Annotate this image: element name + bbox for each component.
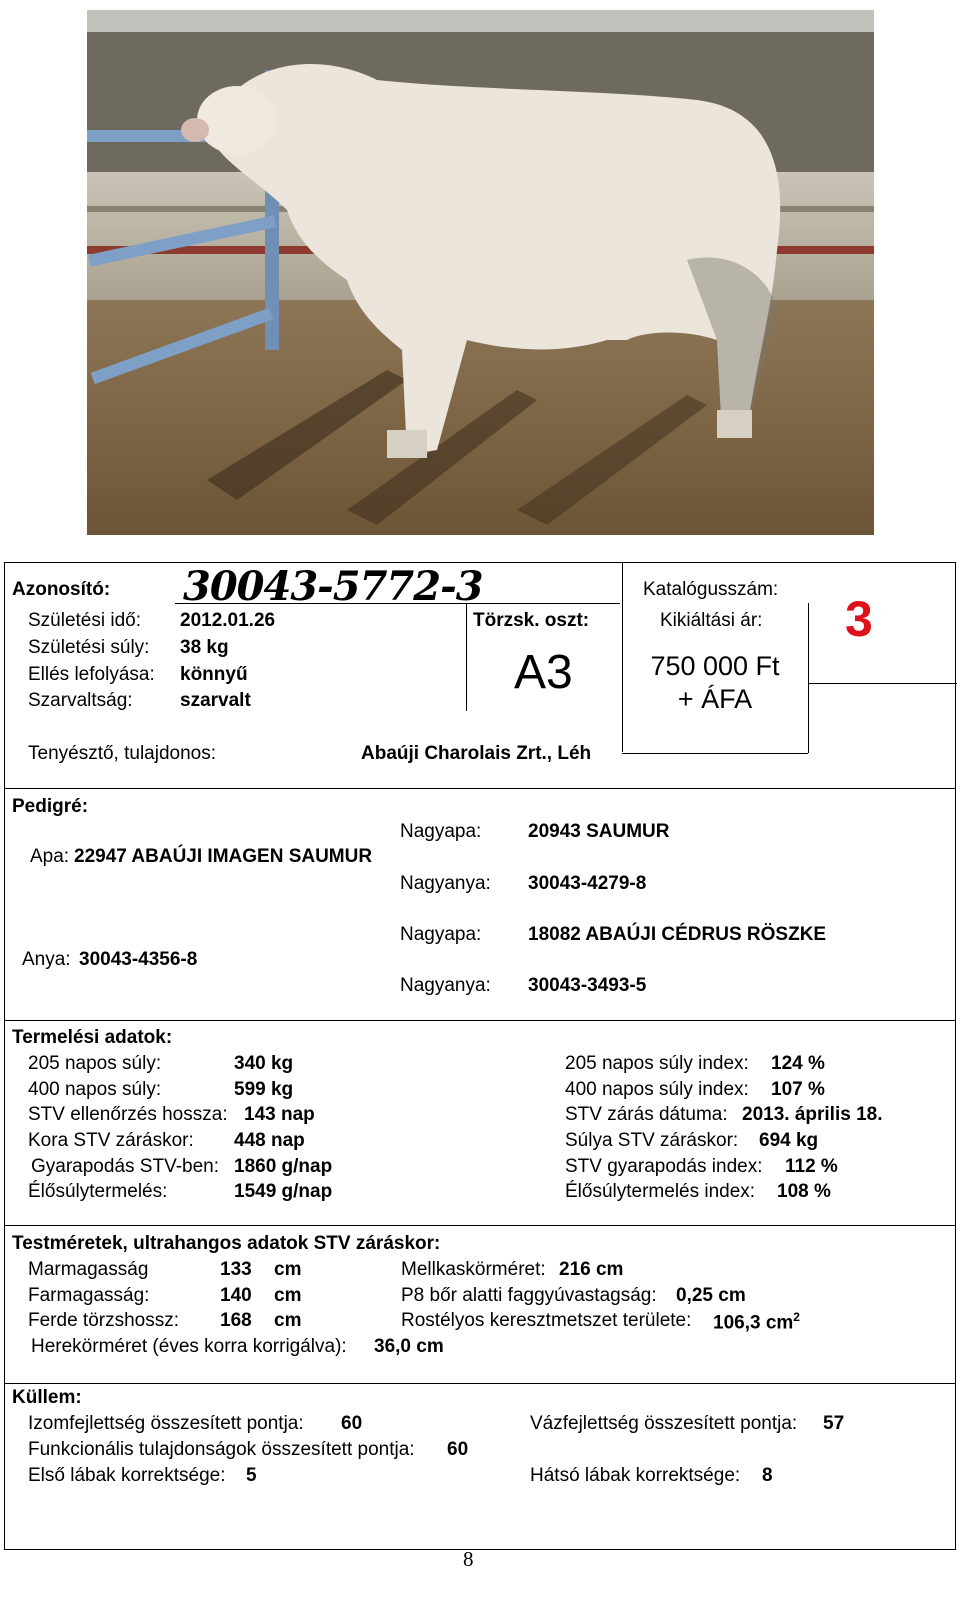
dam-granddam-label: Nagyanya: xyxy=(400,975,491,996)
ribeye-area-unit-exponent: 2 xyxy=(793,1310,800,1324)
dam-value: 30043-4356-8 xyxy=(79,949,198,970)
catalog-label: Katalógusszám: xyxy=(643,579,779,600)
stv-length-label: STV ellenőrzés hossza: xyxy=(28,1104,228,1125)
birth-date-label: Születési idő: xyxy=(28,610,142,631)
sire-grandsire-value: 20943 SAUMUR xyxy=(528,821,670,842)
index-205-label: 205 napos súly index: xyxy=(565,1053,749,1074)
fat-thickness-label: P8 bőr alatti faggyúvastagság: xyxy=(401,1285,657,1306)
body-length-label: Ferde törzshossz: xyxy=(28,1310,179,1331)
calving-label: Ellés lefolyása: xyxy=(28,664,155,685)
weight-205-value: 340 kg xyxy=(234,1053,294,1074)
ribeye-area-value: 106,3 $cm^2$ xyxy=(713,1310,800,1334)
live-weight-value: 1549 g/nap xyxy=(234,1181,333,1202)
body-length-value: 168 xyxy=(220,1310,252,1331)
stv-gain-index-value: 112 % xyxy=(785,1156,838,1177)
stv-length-value: 143 nap xyxy=(244,1104,315,1125)
dam-granddam-value: 30043-3493-5 xyxy=(528,975,647,996)
production-title: Termelési adatok: xyxy=(12,1027,173,1048)
price-vat: + ÁFA xyxy=(677,684,753,714)
hind-legs-value: 8 xyxy=(762,1465,773,1486)
dam-label: Anya: xyxy=(22,949,71,970)
id-number: 30043-5772-3 xyxy=(183,563,483,610)
muscle-score-value: 60 xyxy=(341,1413,363,1434)
skeletal-score-value: 57 xyxy=(823,1413,845,1434)
catalog-number: 3 xyxy=(845,591,873,647)
dam-grandsire-label: Nagyapa: xyxy=(400,924,482,945)
functional-score-value: 60 xyxy=(447,1439,469,1460)
sire-granddam-value: 30043-4279-8 xyxy=(528,873,647,894)
price-label: Kikiáltási ár: xyxy=(660,610,763,631)
live-weight-index-label: Élősúlytermelés index: xyxy=(565,1181,756,1202)
front-legs-value: 5 xyxy=(246,1465,257,1486)
conformation-title: Küllem: xyxy=(12,1387,82,1408)
sire-label: Apa: xyxy=(30,846,70,867)
herdbook-grade: A3 xyxy=(514,646,573,699)
page-number: 8 xyxy=(463,1547,474,1571)
chest-girth-value: 216 cm xyxy=(559,1259,624,1280)
live-weight-label: Élősúlytermelés: xyxy=(28,1181,168,1202)
body-length-unit: cm xyxy=(274,1310,302,1331)
sire-granddam-label: Nagyanya: xyxy=(400,873,491,894)
stv-gain-index-label: STV gyarapodás index: xyxy=(565,1156,763,1177)
weight-205-label: 205 napos súly: xyxy=(28,1053,162,1074)
hind-legs-label: Hátsó lábak korrektsége: xyxy=(530,1465,741,1486)
muscle-score-label: Izomfejlettség összesített pontja: xyxy=(28,1413,304,1434)
dam-grandsire-value: 18082 ABAÚJI CÉDRUS RÖSZKE xyxy=(528,924,827,945)
withers-height-value: 133 xyxy=(220,1259,252,1280)
stv-gain-value: 1860 g/nap xyxy=(234,1156,333,1177)
birth-weight-value: 38 kg xyxy=(180,637,229,658)
weight-400-value: 599 kg xyxy=(234,1079,294,1100)
horn-label: Szarvaltság: xyxy=(28,690,133,711)
stv-gain-label: Gyarapodás STV-ben: xyxy=(31,1156,219,1177)
chest-girth-label: Mellkaskörméret: xyxy=(401,1259,546,1280)
pedigree-title: Pedigré: xyxy=(12,796,89,817)
ribeye-area-label: Rostélyos keresztmetszet területe: xyxy=(401,1310,692,1331)
rump-height-value: 140 xyxy=(220,1285,252,1306)
fat-thickness-value: 0,25 cm xyxy=(676,1285,746,1306)
price-amount: 750 000 Ft xyxy=(650,651,780,681)
weight-400-label: 400 napos súly: xyxy=(28,1079,162,1100)
stv-age-value: 448 nap xyxy=(234,1130,305,1151)
stv-weight-label: Súlya STV záráskor: xyxy=(565,1130,739,1151)
index-400-label: 400 napos súly index: xyxy=(565,1079,749,1100)
skeletal-score-label: Vázfejlettség összesített pontja: xyxy=(530,1413,798,1434)
birth-weight-label: Születési súly: xyxy=(28,637,150,658)
stv-close-date-value: 2013. április 18. xyxy=(742,1104,883,1125)
bull-photo xyxy=(87,10,874,535)
breeder-label: Tenyésztő, tulajdonos: xyxy=(28,743,217,764)
horn-value: szarvalt xyxy=(180,690,251,711)
id-label: Azonosító: xyxy=(12,579,111,600)
live-weight-index-value: 108 % xyxy=(777,1181,831,1202)
calving-value: könnyű xyxy=(180,664,248,685)
scrotal-value: 36,0 cm xyxy=(374,1336,444,1357)
birth-date-value: 2012.01.26 xyxy=(180,610,276,631)
functional-score-label: Funkcionális tulajdonságok összesített pontja: xyxy=(28,1439,415,1460)
scrotal-label: Herekörméret (éves korra korrigálva): xyxy=(31,1336,347,1357)
sire-grandsire-label: Nagyapa: xyxy=(400,821,482,842)
index-205-value: 124 % xyxy=(771,1053,825,1074)
body-title: Testméretek, ultrahangos adatok STV záráskor: xyxy=(12,1233,441,1254)
rump-height-unit: cm xyxy=(274,1285,302,1306)
herdbook-label: Törzsk. oszt: xyxy=(473,610,590,631)
withers-height-label: Marmagasság xyxy=(28,1259,149,1280)
stv-close-date-label: STV zárás dátuma: xyxy=(565,1104,728,1125)
stv-weight-value: 694 kg xyxy=(759,1130,819,1151)
stv-age-label: Kora STV záráskor: xyxy=(28,1130,194,1151)
rump-height-label: Farmagasság: xyxy=(28,1285,150,1306)
sire-value: 22947 ABAÚJI IMAGEN SAUMUR xyxy=(74,846,373,867)
withers-height-unit: cm xyxy=(274,1259,302,1280)
breeder-value: Abaúji Charolais Zrt., Léh xyxy=(361,743,592,764)
front-legs-label: Első lábak korrektsége: xyxy=(28,1465,226,1486)
index-400-value: 107 % xyxy=(771,1079,825,1100)
